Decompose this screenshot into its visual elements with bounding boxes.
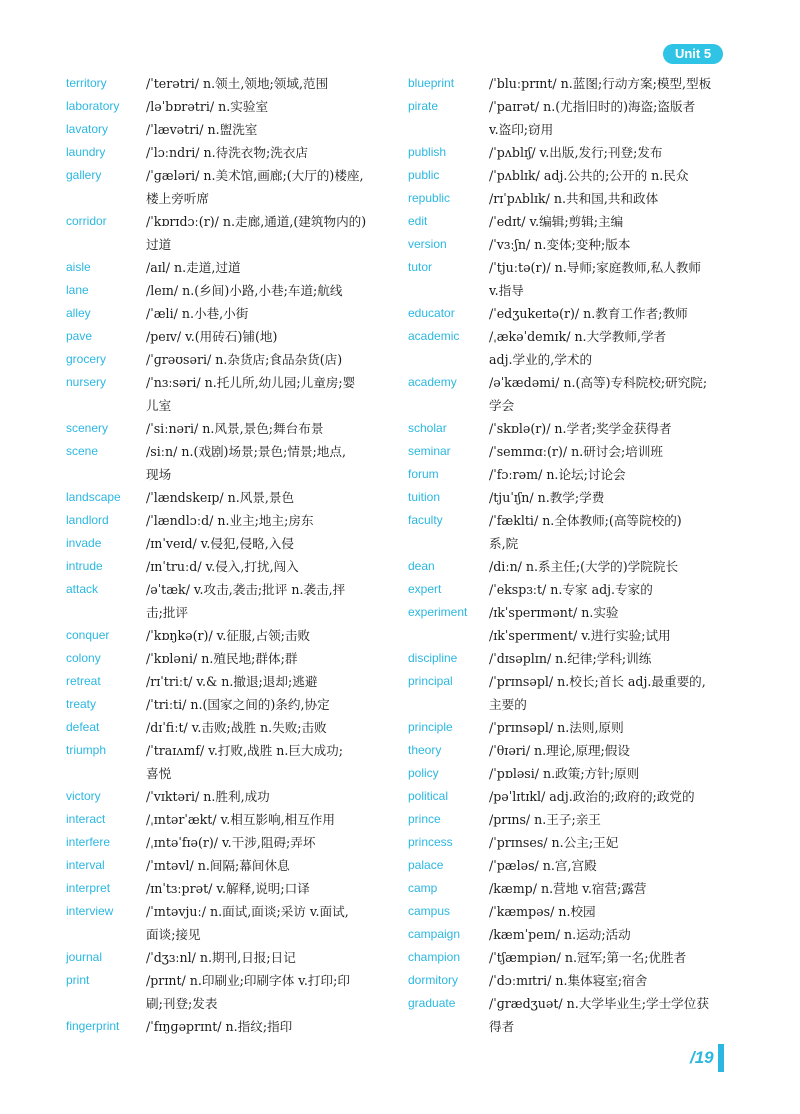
- definition-line: /ˈbluːprɪnt/ n.蓝图;行动方案;模型,型板: [489, 76, 712, 91]
- definition-line: /ˈlændlɔːd/ n.业主;地主;房东: [146, 513, 314, 528]
- definition-line: 刷;刊登;发表: [146, 996, 218, 1011]
- vocab-entry: [66, 532, 396, 555]
- vocab-entry: [66, 946, 396, 969]
- vocab-definition: [146, 72, 396, 95]
- definition-line: /əˈtæk/ v.攻击,袭击;批评 n.袭击,抨: [146, 582, 346, 597]
- vocab-word: lavatory: [66, 122, 109, 136]
- definition-line: /prɪnt/ n.印刷业;印刷字体 v.打印;印: [146, 973, 350, 988]
- vocab-entry: [66, 808, 396, 831]
- vocab-definition: [146, 532, 396, 555]
- vocab-word: campus: [408, 904, 451, 918]
- definition-line: /ˈprɪnsəpl/ n.校长;首长 adj.最重要的,: [489, 674, 706, 689]
- vocab-word: interview: [66, 904, 114, 918]
- vocab-word: territory: [66, 76, 107, 90]
- vocab-word: dean: [408, 559, 435, 573]
- vocab-word: triumph: [66, 743, 107, 757]
- vocab-entry: [408, 992, 728, 1038]
- vocab-word: laboratory: [66, 99, 120, 113]
- vocab-definition: [489, 670, 728, 716]
- vocab-entry: [66, 509, 396, 532]
- vocab-entry: [408, 141, 728, 164]
- definition-line: /ˈkæmpəs/ n.校园: [489, 904, 596, 919]
- definition-line: /ˈlævətri/ n.盥洗室: [146, 122, 258, 137]
- vocab-definition: [146, 1015, 396, 1038]
- vocab-word: policy: [408, 766, 439, 780]
- vocab-word: prince: [408, 812, 441, 826]
- vocab-word: retreat: [66, 674, 101, 688]
- vocab-definition: [489, 509, 728, 555]
- vocab-word: scholar: [408, 421, 447, 435]
- vocab-definition: [146, 716, 396, 739]
- vocab-entry: [66, 348, 396, 371]
- vocab-word: forum: [408, 467, 439, 481]
- right-vocabulary-column: [408, 72, 728, 1038]
- vocab-definition: [489, 877, 728, 900]
- vocab-entry: [408, 670, 728, 716]
- vocab-word: principal: [408, 674, 453, 688]
- vocab-word: defeat: [66, 720, 100, 734]
- vocab-entry: [408, 256, 728, 302]
- vocab-word: discipline: [408, 651, 458, 665]
- vocab-word: pave: [66, 329, 93, 343]
- vocab-definition: [146, 739, 396, 785]
- vocab-definition: [489, 486, 728, 509]
- definition-line: /ˈlændskeɪp/ n.风景,景色: [146, 490, 295, 505]
- vocab-word: tuition: [408, 490, 441, 504]
- vocab-entry: [408, 95, 728, 141]
- definition-line: 喜悦: [146, 766, 172, 781]
- vocab-word: champion: [408, 950, 461, 964]
- vocab-definition: [489, 601, 728, 647]
- definition-line: /aɪl/ n.走道,过道: [146, 260, 241, 275]
- vocab-word: grocery: [66, 352, 107, 366]
- vocab-definition: [146, 164, 396, 210]
- definition-line: /rɪˈpʌblɪk/ n.共和国,共和政体: [489, 191, 659, 206]
- vocab-word: journal: [66, 950, 103, 964]
- vocab-definition: [146, 302, 396, 325]
- vocab-definition: [146, 854, 396, 877]
- vocab-definition: [489, 141, 728, 164]
- vocab-definition: [489, 992, 728, 1038]
- vocab-word: faculty: [408, 513, 443, 527]
- definition-line: /ˈtriːti/ n.(国家之间的)条约,协定: [146, 697, 330, 712]
- definition-line: 楼上旁听席: [146, 191, 209, 206]
- definition-line: /ˈæli/ n.小巷,小街: [146, 306, 249, 321]
- vocab-entry: [408, 187, 728, 210]
- definition-line: /ɪnˈtɜːprət/ v.解释,说明;口译: [146, 881, 310, 896]
- definition-line: 现场: [146, 467, 172, 482]
- vocab-entry: [66, 164, 396, 210]
- vocab-entry: [408, 72, 728, 95]
- vocab-definition: [489, 716, 728, 739]
- vocab-entry: [66, 578, 396, 624]
- vocab-definition: [146, 417, 396, 440]
- vocab-word: lane: [66, 283, 89, 297]
- vocab-definition: [489, 854, 728, 877]
- vocab-entry: [408, 302, 728, 325]
- definition-line: /ˌɪntərˈækt/ v.相互影响,相互作用: [146, 812, 335, 827]
- definition-line: /ˈsemɪnɑː(r)/ n.研讨会;培训班: [489, 444, 664, 459]
- definition-line: /ɪnˈveɪd/ v.侵犯,侵略,入侵: [146, 536, 294, 551]
- vocab-entry: [408, 210, 728, 233]
- vocab-word: tutor: [408, 260, 433, 274]
- definition-line: /ˈkɒŋkə(r)/ v.征服,占领;击败: [146, 628, 311, 643]
- vocab-definition: [146, 624, 396, 647]
- vocab-word: seminar: [408, 444, 451, 458]
- vocab-entry: [66, 95, 396, 118]
- definition-line: /leɪn/ n.(乡间)小路,小巷;车道;航线: [146, 283, 343, 298]
- definition-line: /ˈedɪt/ v.编辑;剪辑;主编: [489, 214, 624, 229]
- vocab-definition: [146, 578, 396, 624]
- vocab-definition: [489, 969, 728, 992]
- vocab-definition: [489, 900, 728, 923]
- vocab-definition: [489, 256, 728, 302]
- vocab-entry: [408, 601, 728, 647]
- vocab-definition: [489, 233, 728, 256]
- vocab-entry: [66, 440, 396, 486]
- vocab-definition: [146, 256, 396, 279]
- vocab-entry: [408, 900, 728, 923]
- vocab-entry: [66, 279, 396, 302]
- vocab-entry: [408, 716, 728, 739]
- vocab-definition: [489, 371, 728, 417]
- definition-line: /ˈskɒlə(r)/ n.学者;奖学金获得者: [489, 421, 672, 436]
- vocab-definition: [489, 762, 728, 785]
- vocab-entry: [66, 624, 396, 647]
- vocab-entry: [408, 325, 728, 371]
- vocab-definition: [489, 210, 728, 233]
- vocab-definition: [489, 923, 728, 946]
- vocab-definition: [489, 95, 728, 141]
- vocab-entry: [66, 693, 396, 716]
- vocab-word: pirate: [408, 99, 439, 113]
- vocab-word: expert: [408, 582, 442, 596]
- definition-line: /ˈkɒrɪdɔː(r)/ n.走廊,通道,(建筑物内的): [146, 214, 367, 229]
- vocab-definition: [489, 302, 728, 325]
- vocab-entry: [66, 325, 396, 348]
- vocab-word: principle: [408, 720, 453, 734]
- vocab-word: laundry: [66, 145, 106, 159]
- vocab-word: interact: [66, 812, 106, 826]
- vocab-definition: [489, 946, 728, 969]
- vocab-word: public: [408, 168, 440, 182]
- vocab-word: interfere: [66, 835, 111, 849]
- vocab-definition: [146, 371, 396, 417]
- definition-line: /siːn/ n.(戏剧)场景;景色;情景;地点,: [146, 444, 346, 459]
- vocab-word: fingerprint: [66, 1019, 120, 1033]
- definition-line: /ləˈbɒrətri/ n.实验室: [146, 99, 269, 114]
- vocab-definition: [489, 739, 728, 762]
- vocab-entry: [408, 969, 728, 992]
- vocab-definition: [146, 808, 396, 831]
- vocab-entry: [408, 923, 728, 946]
- definition-line: /ɪnˈtruːd/ v.侵入,打扰,闯入: [146, 559, 299, 574]
- page-number-bar: [718, 1044, 724, 1072]
- unit-badge: Unit 5: [663, 44, 723, 64]
- definition-line: /ˈɪntəvl/ n.间隔;幕间休息: [146, 858, 290, 873]
- vocab-definition: [489, 555, 728, 578]
- definition-line: /ˈɡæləri/ n.美术馆,画廊;(大厅的)楼座,: [146, 168, 364, 183]
- definition-line: /ˈpʌblɪʃ/ v.出版,发行;刊登;发布: [489, 145, 663, 160]
- vocab-entry: [66, 118, 396, 141]
- vocab-word: gallery: [66, 168, 102, 182]
- vocab-entry: [408, 164, 728, 187]
- definition-line: /diːn/ n.系主任;(大学的)学院院长: [489, 559, 679, 574]
- vocab-word: invade: [66, 536, 102, 550]
- vocab-word: edit: [408, 214, 428, 228]
- vocab-entry: [408, 417, 728, 440]
- vocab-entry: [66, 210, 396, 256]
- definition-line: /ˈnɜːsəri/ n.托儿所,幼儿园;儿童房;婴: [146, 375, 356, 390]
- definition-line: /ˈvɪktəri/ n.胜利,成功: [146, 789, 270, 804]
- definition-line: /ˈprɪnses/ n.公主;王妃: [489, 835, 619, 850]
- definition-line: /ɪkˈsperɪment/ v.进行实验;试用: [489, 628, 671, 643]
- vocab-word: camp: [408, 881, 438, 895]
- vocab-word: princess: [408, 835, 453, 849]
- vocab-entry: [66, 1015, 396, 1038]
- vocab-word: palace: [408, 858, 444, 872]
- definition-line: /dɪˈfiːt/ v.击败;战胜 n.失败;击败: [146, 720, 327, 735]
- vocab-word: alley: [66, 306, 91, 320]
- definition-line: 儿室: [146, 398, 172, 413]
- definition-line: /ˈdɪsəplɪn/ n.纪律;学科;训练: [489, 651, 652, 666]
- definition-line: 击;批评: [146, 605, 189, 620]
- definition-line: /ˈtjuːtə(r)/ n.导师;家庭教师,私人教师: [489, 260, 701, 275]
- vocab-entry: [408, 440, 728, 463]
- definition-line: /kæmˈpeɪn/ n.运动;活动: [489, 927, 631, 942]
- vocab-word: conquer: [66, 628, 110, 642]
- vocab-entry: [408, 647, 728, 670]
- vocab-word: version: [408, 237, 447, 251]
- vocab-word: victory: [66, 789, 101, 803]
- vocab-definition: [489, 785, 728, 808]
- vocab-word: interpret: [66, 881, 111, 895]
- vocab-definition: [146, 693, 396, 716]
- definition-line: /ˈpʌblɪk/ adj.公共的;公开的 n.民众: [489, 168, 689, 183]
- definition-line: /ˈsiːnəri/ n.风景,景色;舞台布景: [146, 421, 324, 436]
- vocab-word: aisle: [66, 260, 91, 274]
- vocab-definition: [146, 141, 396, 164]
- definition-line: /rɪˈtriːt/ v.& n.撤退;退却;逃避: [146, 674, 318, 689]
- vocab-entry: [66, 785, 396, 808]
- vocab-definition: [146, 900, 396, 946]
- vocab-entry: [66, 854, 396, 877]
- vocab-definition: [489, 325, 728, 371]
- vocab-definition: [489, 647, 728, 670]
- vocab-definition: [146, 555, 396, 578]
- vocab-word: graduate: [408, 996, 456, 1010]
- vocab-entry: [66, 371, 396, 417]
- vocab-definition: [146, 210, 396, 256]
- vocab-word: campaign: [408, 927, 461, 941]
- vocab-entry: [408, 785, 728, 808]
- vocab-word: print: [66, 973, 90, 987]
- page-number: /19: [690, 1048, 714, 1067]
- definition-line: /peɪv/ v.(用砖石)铺(地): [146, 329, 278, 344]
- vocab-entry: [66, 739, 396, 785]
- definition-line: /ˈpæləs/ n.宫,宫殿: [489, 858, 597, 873]
- definition-line: /ˈtraɪʌmf/ v.打败,战胜 n.巨大成功;: [146, 743, 344, 758]
- vocab-entry: [66, 72, 396, 95]
- vocab-definition: [146, 118, 396, 141]
- vocab-entry: [66, 831, 396, 854]
- vocab-definition: [489, 578, 728, 601]
- definition-line: /ˈɪntəvjuː/ n.面试,面谈;采访 v.面试,: [146, 904, 349, 919]
- vocab-definition: [489, 463, 728, 486]
- definition-line: /ˈterətri/ n.领土,领地;领域,范围: [146, 76, 329, 91]
- vocab-entry: [66, 670, 396, 693]
- vocab-definition: [146, 969, 396, 1015]
- vocab-definition: [146, 440, 396, 486]
- definition-line: /ˈprɪnsəpl/ n.法则,原则: [489, 720, 624, 735]
- vocab-word: experiment: [408, 605, 468, 619]
- vocab-definition: [489, 72, 728, 95]
- definition-line: /ˈlɔːndri/ n.待洗衣物;洗衣店: [146, 145, 309, 160]
- definition-line: /kæmp/ n.营地 v.宿营;露营: [489, 881, 647, 896]
- vocab-word: dormitory: [408, 973, 459, 987]
- vocab-entry: [66, 141, 396, 164]
- definition-line: /prɪns/ n.王子;亲王: [489, 812, 601, 827]
- vocab-definition: [489, 440, 728, 463]
- definition-line: v.指导: [489, 283, 524, 298]
- vocab-entry: [66, 256, 396, 279]
- vocab-word: interval: [66, 858, 105, 872]
- vocab-entry: [66, 555, 396, 578]
- definition-line: /ˈkɒləni/ n.殖民地;群体;群: [146, 651, 298, 666]
- vocab-definition: [146, 647, 396, 670]
- vocab-definition: [489, 187, 728, 210]
- vocab-definition: [146, 486, 396, 509]
- definition-line: v.盗印;窃用: [489, 122, 554, 137]
- vocab-entry: [66, 486, 396, 509]
- vocab-definition: [489, 831, 728, 854]
- definition-line: /ˈfɔːrəm/ n.论坛;讨论会: [489, 467, 626, 482]
- vocab-word: landlord: [66, 513, 109, 527]
- vocab-word: scenery: [66, 421, 109, 435]
- vocab-word: publish: [408, 145, 447, 159]
- vocab-entry: [66, 877, 396, 900]
- left-vocabulary-column: [66, 72, 396, 1038]
- definition-line: /ˈdʒɜːnl/ n.期刊,日报;日记: [146, 950, 296, 965]
- vocab-word: scene: [66, 444, 99, 458]
- vocab-definition: [146, 785, 396, 808]
- definition-line: /ɪkˈsperɪmənt/ n.实验: [489, 605, 619, 620]
- vocab-entry: [408, 808, 728, 831]
- vocab-entry: [66, 900, 396, 946]
- vocab-entry: [66, 417, 396, 440]
- definition-line: adj.学业的,学术的: [489, 352, 593, 367]
- definition-line: /ˈpaɪrət/ n.(尤指旧时的)海盗;盗版者: [489, 99, 696, 114]
- vocab-definition: [146, 670, 396, 693]
- vocab-entry: [408, 762, 728, 785]
- vocab-word: intrude: [66, 559, 103, 573]
- vocab-word: theory: [408, 743, 442, 757]
- vocab-entry: [408, 555, 728, 578]
- vocab-definition: [489, 164, 728, 187]
- definition-line: 过道: [146, 237, 172, 252]
- vocab-definition: [146, 877, 396, 900]
- vocab-word: academic: [408, 329, 460, 343]
- vocab-word: educator: [408, 306, 455, 320]
- vocab-definition: [146, 325, 396, 348]
- definition-line: /tjuˈɪʃn/ n.教学;学费: [489, 490, 605, 505]
- vocab-word: political: [408, 789, 449, 803]
- vocab-definition: [146, 279, 396, 302]
- definition-line: /ˈɡrædʒuət/ n.大学毕业生;学士学位获: [489, 996, 709, 1011]
- vocab-entry: [408, 463, 728, 486]
- vocab-word: nursery: [66, 375, 107, 389]
- vocab-entry: [408, 854, 728, 877]
- definition-line: 学会: [489, 398, 515, 413]
- definition-line: /ˈfɪŋɡəprɪnt/ n.指纹;指印: [146, 1019, 293, 1034]
- definition-line: /ˈvɜːʃn/ n.变体;变种;版本: [489, 237, 631, 252]
- vocab-entry: [408, 509, 728, 555]
- vocab-definition: [489, 808, 728, 831]
- definition-line: /əˈkædəmi/ n.(高等)专科院校;研究院;: [489, 375, 708, 390]
- vocab-entry: [408, 946, 728, 969]
- definition-line: /ˌɪntəˈfɪə(r)/ v.干涉,阻碍;弄坏: [146, 835, 316, 850]
- definition-line: /ˈedʒukeɪtə(r)/ n.教育工作者;教师: [489, 306, 688, 321]
- vocab-definition: [146, 348, 396, 371]
- vocab-word: academy: [408, 375, 457, 389]
- definition-line: 得者: [489, 1019, 515, 1034]
- vocab-entry: [408, 486, 728, 509]
- definition-line: /ˈɡrəʊsəri/ n.杂货店;食品杂货(店): [146, 352, 343, 367]
- vocab-definition: [146, 95, 396, 118]
- definition-line: 面谈;接见: [146, 927, 201, 942]
- vocab-entry: [66, 716, 396, 739]
- definition-line: /ˈθɪəri/ n.理论,原理;假设: [489, 743, 630, 758]
- vocab-entry: [408, 831, 728, 854]
- definition-line: 主要的: [489, 697, 527, 712]
- definition-line: /ˈdɔːmɪtri/ n.集体寝室;宿舍: [489, 973, 648, 988]
- vocab-entry: [408, 578, 728, 601]
- vocab-definition: [146, 509, 396, 532]
- vocab-word: corridor: [66, 214, 107, 228]
- vocab-word: colony: [66, 651, 101, 665]
- definition-line: /ˈpɒləsi/ n.政策;方针;原则: [489, 766, 640, 781]
- definition-line: 系,院: [489, 536, 519, 551]
- vocab-definition: [146, 946, 396, 969]
- vocab-word: landscape: [66, 490, 121, 504]
- vocab-entry: [66, 647, 396, 670]
- vocab-word: attack: [66, 582, 99, 596]
- vocab-definition: [146, 831, 396, 854]
- definition-line: /ˌækəˈdemɪk/ n.大学教师,学者: [489, 329, 667, 344]
- vocab-definition: [489, 417, 728, 440]
- vocab-entry: [408, 739, 728, 762]
- vocab-entry: [66, 302, 396, 325]
- definition-line: /ˈfæklti/ n.全体教师;(高等院校的): [489, 513, 682, 528]
- definition-line: /pəˈlɪtɪkl/ adj.政治的;政府的;政党的: [489, 789, 695, 804]
- vocab-word: republic: [408, 191, 451, 205]
- definition-line: /ˈekspɜːt/ n.专家 adj.专家的: [489, 582, 653, 597]
- definition-line: /ˈtʃæmpiən/ n.冠军;第一名;优胜者: [489, 950, 687, 965]
- vocab-entry: [408, 371, 728, 417]
- vocab-entry: [66, 969, 396, 1015]
- vocab-entry: [408, 233, 728, 256]
- vocab-entry: [408, 877, 728, 900]
- vocab-word: blueprint: [408, 76, 455, 90]
- vocab-word: treaty: [66, 697, 97, 711]
